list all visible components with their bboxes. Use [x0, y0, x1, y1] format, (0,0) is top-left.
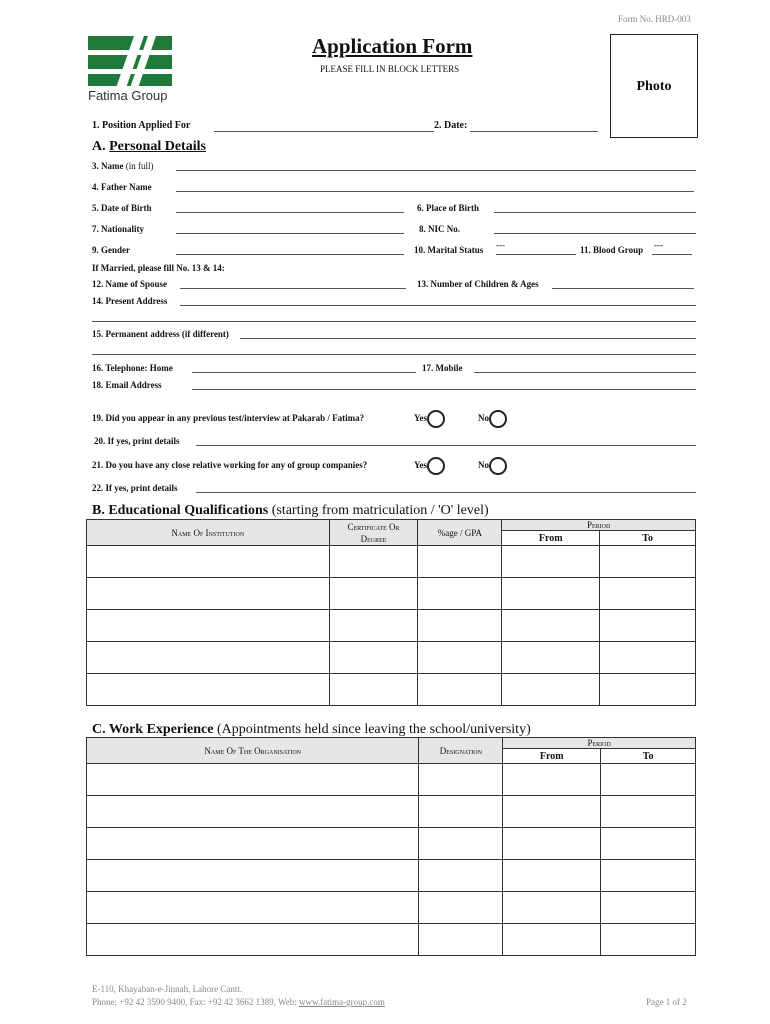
table-cell[interactable]: [87, 546, 330, 578]
table-row: [87, 642, 696, 674]
permanent-address-field[interactable]: [240, 338, 696, 339]
children-label: 13. Number of Children & Ages: [417, 279, 539, 289]
q21-yes[interactable]: Yes: [414, 457, 445, 475]
col-from: From: [502, 531, 600, 546]
table-cell[interactable]: [418, 642, 502, 674]
table-cell[interactable]: [419, 828, 503, 860]
position-label: 1. Position Applied For: [92, 120, 191, 131]
footer-address: E-110, Khayaban-e-Jinnah, Lahore Cantt.: [92, 984, 243, 994]
table-cell[interactable]: [87, 610, 330, 642]
gender-field[interactable]: [176, 254, 404, 255]
position-field[interactable]: [214, 131, 434, 132]
radio-icon[interactable]: [489, 410, 507, 428]
col-from: From: [503, 749, 601, 764]
table-cell[interactable]: [419, 860, 503, 892]
name-field[interactable]: [176, 170, 696, 171]
table-cell[interactable]: [503, 796, 601, 828]
married-note: If Married, please fill No. 13 & 14:: [92, 263, 225, 273]
table-cell[interactable]: [418, 578, 502, 610]
telephone-label: 16. Telephone: Home: [92, 363, 173, 373]
table-cell[interactable]: [503, 892, 601, 924]
marital-select[interactable]: ---: [496, 240, 505, 250]
table-cell[interactable]: [601, 892, 696, 924]
q22-label: 22. If yes, print details: [92, 483, 178, 493]
present-address-label: 14. Present Address: [92, 296, 168, 306]
spouse-label: 12. Name of Spouse: [92, 279, 168, 289]
table-cell[interactable]: [419, 924, 503, 956]
date-field[interactable]: [470, 131, 598, 132]
nationality-field[interactable]: [176, 233, 404, 234]
permanent-address-field-2[interactable]: [92, 354, 696, 355]
blood-select[interactable]: ---: [654, 240, 663, 250]
table-cell[interactable]: [503, 924, 601, 956]
nic-label: 8. NIC No.: [419, 224, 461, 234]
permanent-address-label: 15. Permanent address (if different): [92, 329, 229, 339]
table-cell[interactable]: [329, 674, 418, 706]
table-row: [87, 892, 696, 924]
col-institution: Name Of Institution: [87, 520, 330, 546]
gender-label: 9. Gender: [92, 245, 130, 255]
table-cell[interactable]: [329, 546, 418, 578]
email-label: 18. Email Address: [92, 380, 162, 390]
table-cell[interactable]: [601, 924, 696, 956]
section-b-heading: B. Educational Qualifications (starting from matriculation / 'O' level): [92, 503, 489, 518]
table-cell[interactable]: [329, 610, 418, 642]
col-to: To: [600, 531, 696, 546]
children-field[interactable]: [552, 288, 694, 289]
col-organisation: Name Of The Organisation: [87, 738, 419, 764]
col-period: Period: [503, 738, 696, 749]
dob-field[interactable]: [176, 212, 404, 213]
table-cell[interactable]: [87, 578, 330, 610]
table-cell[interactable]: [87, 764, 419, 796]
table-cell[interactable]: [502, 546, 600, 578]
table-cell[interactable]: [601, 828, 696, 860]
table-cell[interactable]: [600, 578, 696, 610]
table-row: [87, 546, 696, 578]
table-cell[interactable]: [87, 642, 330, 674]
fatima-logo-icon: [86, 36, 174, 88]
mobile-label: 17. Mobile: [422, 363, 463, 373]
radio-icon[interactable]: [427, 457, 445, 475]
table-cell[interactable]: [329, 642, 418, 674]
table-cell[interactable]: [503, 764, 601, 796]
table-cell[interactable]: [87, 796, 419, 828]
marital-label: 10. Marital Status: [414, 245, 484, 255]
name-label: 3. Name (in full): [92, 161, 154, 171]
pob-field[interactable]: [494, 212, 696, 213]
work-table: [86, 737, 696, 956]
present-address-field-2[interactable]: [92, 321, 696, 322]
table-cell[interactable]: [600, 674, 696, 706]
col-period: Period: [502, 520, 696, 531]
col-to: To: [601, 749, 696, 764]
table-cell[interactable]: [503, 860, 601, 892]
table-cell[interactable]: [601, 796, 696, 828]
q21-no[interactable]: No: [478, 457, 507, 475]
telephone-field[interactable]: [192, 372, 416, 373]
email-field[interactable]: [192, 389, 696, 390]
col-certificate: Certificate Or Degree: [329, 520, 418, 546]
col-gpa: %age / GPA: [418, 520, 502, 546]
table-cell[interactable]: [502, 642, 600, 674]
subtitle: PLEASE FILL IN BLOCK LETTERS: [320, 64, 460, 74]
table-row: [87, 924, 696, 956]
pob-label: 6. Place of Birth: [417, 203, 479, 213]
table-cell[interactable]: [600, 610, 696, 642]
table-cell[interactable]: [418, 610, 502, 642]
radio-icon[interactable]: [489, 457, 507, 475]
blood-field[interactable]: [652, 254, 692, 255]
spouse-field[interactable]: [180, 288, 406, 289]
table-cell[interactable]: [329, 578, 418, 610]
footer-web-link[interactable]: www.fatima-group.com: [299, 997, 385, 1007]
blood-label: 11. Blood Group: [580, 245, 644, 255]
table-row: [87, 828, 696, 860]
table-cell[interactable]: [87, 860, 419, 892]
table-cell[interactable]: [502, 610, 600, 642]
nationality-label: 7. Nationality: [92, 224, 145, 234]
date-label: 2. Date:: [434, 120, 468, 131]
q20-field[interactable]: [196, 445, 696, 446]
photo-box[interactable]: [610, 34, 698, 138]
logo-text: Fatima Group: [88, 88, 168, 103]
table-cell[interactable]: [600, 546, 696, 578]
dob-label: 5. Date of Birth: [92, 203, 152, 213]
table-cell[interactable]: [87, 892, 419, 924]
table-cell[interactable]: [502, 578, 600, 610]
mobile-field[interactable]: [474, 372, 696, 373]
father-field[interactable]: [176, 191, 694, 192]
table-row: [87, 796, 696, 828]
table-row: [87, 764, 696, 796]
table-row: [87, 860, 696, 892]
photo-label: Photo: [636, 79, 672, 94]
table-cell[interactable]: [502, 674, 600, 706]
q20-label: 20. If yes, print details: [94, 436, 180, 446]
section-a-heading: A. Personal Details: [92, 139, 206, 154]
table-cell[interactable]: [419, 764, 503, 796]
table-cell[interactable]: [87, 674, 330, 706]
col-designation: Designation: [419, 738, 503, 764]
q19-label: 19. Did you appear in any previous test/interview at Pakarab / Fatima?: [92, 413, 365, 423]
father-label: 4. Father Name: [92, 182, 152, 192]
table-cell[interactable]: [87, 828, 419, 860]
nic-field[interactable]: [494, 233, 696, 234]
table-cell[interactable]: [419, 796, 503, 828]
table-cell[interactable]: [87, 924, 419, 956]
q22-field[interactable]: [196, 492, 696, 493]
table-cell[interactable]: [503, 828, 601, 860]
table-cell[interactable]: [418, 674, 502, 706]
education-table: [86, 519, 696, 706]
present-address-field[interactable]: [180, 305, 696, 306]
table-cell[interactable]: [600, 642, 696, 674]
q21-label: 21. Do you have any close relative working for any of group companies?: [92, 460, 368, 470]
marital-field[interactable]: [496, 254, 576, 255]
section-c-heading: C. Work Experience (Appointments held since leaving the school/university): [92, 722, 531, 737]
page-title: Application Form: [312, 34, 473, 58]
page-number: Page 1 of 2: [646, 997, 687, 1007]
footer-contact: Phone: +92 42 3590 9400, Fax: +92 42 3662 1389, Web: www.fatima-group.com: [92, 997, 385, 1007]
table-row: [87, 578, 696, 610]
q19-yes[interactable]: Yes: [414, 410, 445, 428]
table-row: [87, 674, 696, 706]
table-cell[interactable]: [418, 546, 502, 578]
table-cell[interactable]: [601, 860, 696, 892]
table-row: [87, 610, 696, 642]
table-cell[interactable]: [601, 764, 696, 796]
q19-no[interactable]: No: [478, 410, 507, 428]
radio-icon[interactable]: [427, 410, 445, 428]
form-number: Form No. HRD-003: [618, 14, 691, 24]
table-cell[interactable]: [419, 892, 503, 924]
